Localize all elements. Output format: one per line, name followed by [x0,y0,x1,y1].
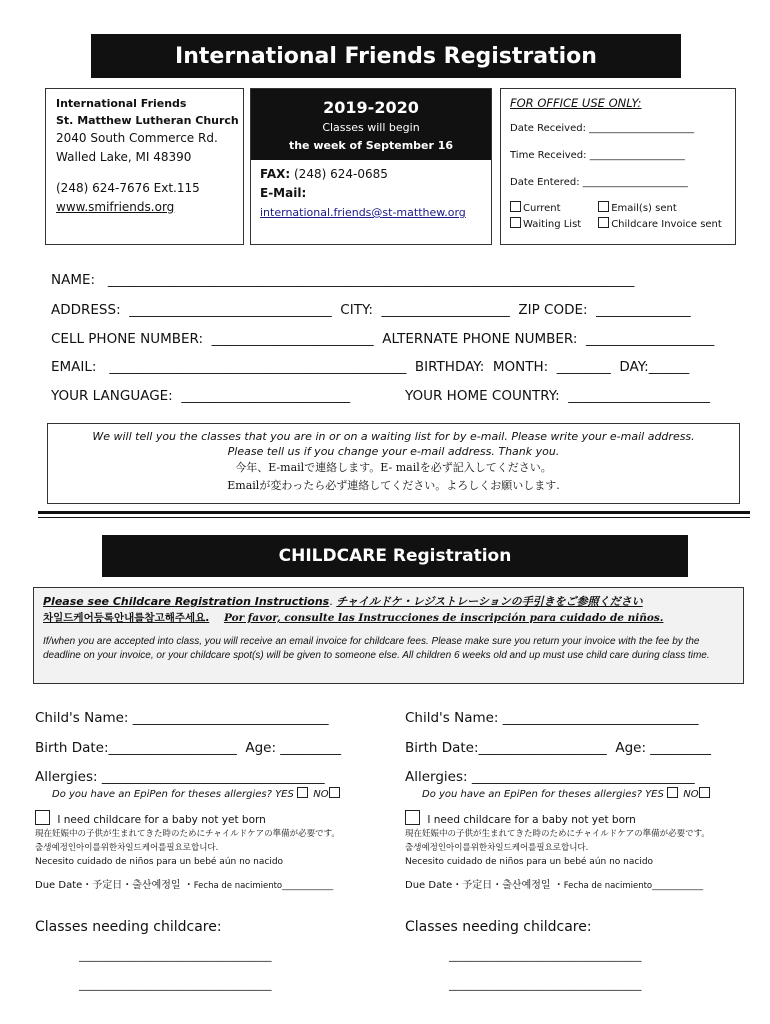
childcare-invoice-label: Childcare Invoice sent [611,219,722,230]
contact-email-link[interactable]: international.friends@st-matthew.org [260,206,466,219]
child-allergies-field[interactable]: Allergies: _________________________________ [35,769,325,785]
unborn-baby-label: I need childcare for a baby not yet born [57,814,266,826]
notice-line3: 今年、E-mailで連絡します。E- mailを必ず記入してください。 [235,461,552,474]
org-church: St. Matthew Lutheran Church [56,114,239,127]
classes-line-2[interactable]: ___________________________________ [79,978,272,991]
current-checkbox[interactable] [510,201,521,212]
fax-label: FAX: [260,167,291,181]
unborn-baby2-checkbox[interactable] [405,810,420,825]
address-field[interactable]: ADDRESS: ______________________________ CITY: ___________________ ZIP CODE: ______________ [51,302,691,318]
epipen2-no-checkbox[interactable] [699,787,710,798]
notice-line4: Emailが変わったら必ず連絡してください。よろしくお願いします. [227,479,560,492]
epipen-question: Do you have an EpiPen for theses allergies? YES [52,789,294,800]
date-received: Date Received: _____________________ [510,123,695,134]
term-banner [251,89,491,160]
epipen2-no-label: NO [683,789,699,800]
childcare-instructions-box: Please see Childcare Registration Instructions. チャイルドケ・レジストレーションの手引きをご参照ください 차일드케어등록안내를참고해주세요. Por favor, consulte las Instrucciones de inscripción para cuidado de niños. If/when you are accepted into class, you will receive an email invoice for childcare fees. Please make sure you return your invoice with the fee by the deadline on your invoice, or your childcare spot(s) will be given to someone else. All children 6 weeks old and up must use child care during class time. [33,587,744,684]
unborn-baby2-label: I need childcare for a baby not yet born [427,814,636,826]
time-received: Time Received: ___________________ [510,150,685,161]
child-birth-age-field[interactable]: Birth Date:___________________ Age: _________ [35,740,342,756]
org-name: International Friends [56,97,187,110]
org-website-link[interactable]: www.smifriends.org [56,200,175,214]
classes-line-1[interactable]: ___________________________________ [79,949,272,962]
due-date-field[interactable]: Fecha de nacimiento____________ [193,881,334,891]
office-title: FOR OFFICE USE ONLY: [510,96,642,110]
term-year: 2019-2020 [323,98,419,117]
home-country-field[interactable]: YOUR HOME COUNTRY: _____________________ [405,388,711,404]
instructions-en: Please see Childcare Registration Instructions [43,595,330,608]
fax-number: (248) 624-0685 [294,167,388,181]
instructions-ja: チャイルドケ・レジストレーションの手引きをご参照ください [336,595,643,608]
child2-birth-age-field[interactable]: Birth Date:___________________ Age: _________ [405,740,712,756]
email-label: E-Mail: [260,186,307,200]
org-address2: Walled Lake, MI 48390 [56,150,192,164]
instructions-es: Por favor, consulte las Instrucciones de inscripción para cuidado de niños. [223,612,664,624]
phone-field[interactable]: CELL PHONE NUMBER: ________________________ ALTERNATE PHONE NUMBER: ___________________ [51,331,715,347]
epipen-no-label: NO [313,789,329,800]
classes-needing-label: Classes needing childcare: [35,919,222,935]
office-use-box [500,88,736,245]
emails-sent-label: Email(s) sent [611,203,677,214]
name-field[interactable]: NAME: ______________________________________________________________________________ [51,272,635,288]
current-label: Current [523,203,561,214]
org-info-box [45,88,244,245]
child-column-1 [35,708,390,992]
epipen-no-checkbox[interactable] [329,787,340,798]
childcare-invoice-checkbox[interactable] [598,217,609,228]
email-birthday-field[interactable]: EMAIL: ____________________________________________ BIRTHDAY: MONTH: ________ DAY:______ [51,359,690,375]
term-begin-line1: Classes will begin [322,121,420,134]
notice-line1: We will tell you the classes that you are in or on a waiting list for by e-mail. Please write your e-mail address. [92,430,695,443]
section-divider [38,511,750,514]
classes2-line-2[interactable]: ___________________________________ [449,978,642,991]
term-begin-line2: the week of September 16 [288,139,454,152]
section-divider-thin [38,517,750,518]
unborn-baby2-ko: 출생예정인아이를위한차일드케어를필요로합니다. [405,843,589,853]
child-name-field[interactable]: Child's Name: _____________________________ [35,710,329,726]
classes2-needing-label: Classes needing childcare: [405,919,592,935]
unborn-baby2-ja: 現在妊娠中の子供が生まれてきた時のためにチャイルドケアの準備が必要です。 [405,829,710,839]
epipen-yes-checkbox[interactable] [297,787,308,798]
notice-line2: Please tell us if you change your e-mail address. Thank you. [227,445,560,458]
date-entered: Date Entered: _____________________ [510,177,688,188]
due-date2-label: Due Date・予定日・출산예정일 ・ [405,880,564,891]
waiting-list-checkbox[interactable] [510,217,521,228]
unborn-baby-es: Necesito cuidado de niños para un bebé aún no nacido [35,857,284,867]
term-box [250,88,492,245]
unborn-baby-checkbox[interactable] [35,810,50,825]
unborn-baby-ko: 출생예정인아이를위한차일드케어를필요로합니다. [35,843,219,853]
form-title: International Friends Registration [91,34,681,78]
emails-sent-checkbox[interactable] [598,201,609,212]
org-address1: 2040 South Commerce Rd. [56,131,218,145]
language-field[interactable]: YOUR LANGUAGE: _________________________ [51,388,351,404]
unborn-baby-ja: 現在妊娠中の子供が生まれてきた時のためにチャイルドケアの準備が必要です。 [35,829,340,839]
invoice-notice: If/when you are accepted into class, you will receive an email invoice for childcare fees. Please make sure you return your invoice with the fee by the deadline on your invoice, or your childcare spot(s) will be given to someone else. All children 6 weeks old and up must use child care during class time. [43,636,710,661]
childcare-title: CHILDCARE Registration [102,535,688,577]
child2-allergies-field[interactable]: Allergies: _________________________________ [405,769,695,785]
due-date-label: Due Date・予定日・출산예정일 ・ [35,880,194,891]
child-column-2 [405,708,760,992]
instructions-ko: 차일드케어등록안내를참고해주세요. [43,612,210,624]
unborn-baby2-es: Necesito cuidado de niños para un bebé aún no nacido [405,857,654,867]
child2-name-field[interactable]: Child's Name: _____________________________ [405,710,699,726]
epipen2-yes-checkbox[interactable] [667,787,678,798]
due-date2-field[interactable]: Fecha de nacimiento____________ [563,881,704,891]
waiting-list-label: Waiting List [523,219,582,230]
classes2-line-1[interactable]: ___________________________________ [449,949,642,962]
email-notice-box [47,423,740,504]
org-phone: (248) 624-7676 Ext.115 [56,181,200,195]
epipen2-question: Do you have an EpiPen for theses allergies? YES [422,789,664,800]
